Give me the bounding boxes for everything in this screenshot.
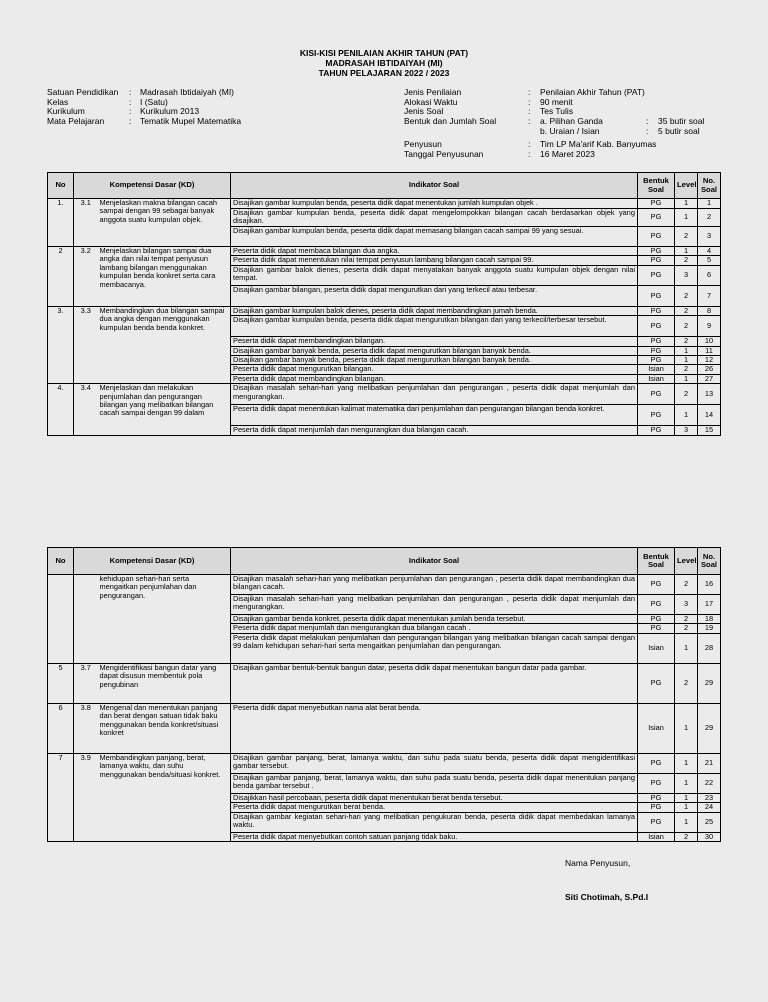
nomor-soal: 23: [698, 793, 721, 802]
kd-description: Membandingkan panjang, berat, lamanya waktu, dan suhu menggunakan benda/situasi konkret.: [98, 753, 231, 841]
kd-code: 3.8: [74, 703, 98, 753]
level: 2: [675, 832, 698, 841]
table-row: [48, 384, 721, 405]
indikator-soal: Disajikan gambar bilangan, peserta didik dapat mengurutkan dari yang terkecil atau terbesar.: [231, 285, 638, 306]
jenis-penilaian-label: Jenis Penilaian: [404, 87, 462, 97]
bentuk-soal: PG: [638, 615, 675, 624]
indikator-soal: Disajikan gambar banyak benda, peserta didik dapat mengurutkan bilangan banyak benda.: [231, 356, 638, 365]
level: 2: [675, 316, 698, 337]
bentuk-soal: PG: [638, 595, 675, 615]
kd-description: Mengenal dan menentukan panjang dan berat dengan satuan tidak baku menggunakan benda konkret/situasi konkret: [98, 703, 231, 753]
indikator-soal: Disajikan gambar kegiatan sehari-hari yang melibatkan pengukuran benda, peserta didik dapat membedakan lamanya waktu.: [231, 812, 638, 832]
nomor-soal: 29: [698, 703, 721, 753]
level: 3: [675, 265, 698, 285]
bentuk-soal: PG: [638, 247, 675, 256]
level: 2: [675, 306, 698, 315]
colon: :: [528, 87, 531, 97]
nomor-soal: 12: [698, 356, 721, 365]
colon: :: [528, 96, 531, 107]
nomor-soal: 19: [698, 624, 721, 633]
nomor-soal: 26: [698, 365, 721, 374]
tanggal-value: 16 Maret 2023: [540, 149, 595, 160]
alokasi-waktu-label: Alokasi Waktu: [404, 96, 458, 107]
kd-number: 3.: [48, 306, 74, 383]
alokasi-waktu-value: 90 menit: [540, 96, 573, 107]
doc-title-line1: KISI-KISI PENILAIAN AKHIR TAHUN (PAT): [299, 48, 469, 58]
header-nosoal: No. Soal: [698, 173, 721, 199]
level: 2: [675, 624, 698, 633]
info-label: Kelas: [47, 96, 69, 107]
nomor-soal: 25: [698, 812, 721, 832]
header-no: No: [48, 548, 74, 575]
bentuk-b: b. Uraian / Isian: [540, 125, 600, 136]
colon: :: [528, 149, 531, 160]
jenis-penilaian-value: Penilaian Akhir Tahun (PAT): [540, 87, 645, 97]
nomor-soal: 16: [698, 575, 721, 595]
level: 1: [675, 633, 698, 663]
bentuk-soal: PG: [638, 812, 675, 832]
nomor-soal: 18: [698, 615, 721, 624]
penyusun-label: Penyusun: [404, 139, 442, 150]
kd-description: Mengidentifikasi bangun datar yang dapat disusun membentuk pola pengubinan: [98, 663, 231, 703]
colon: :: [129, 96, 132, 107]
level: 2: [675, 575, 698, 595]
info-value: Tematik Mupel Matematika: [140, 116, 242, 127]
bentuk-soal: PG: [638, 384, 675, 405]
bentuk-soal: PG: [638, 209, 675, 227]
level: 1: [675, 247, 698, 256]
bentuk-soal: PG: [638, 426, 675, 435]
indikator-soal: Peserta didik dapat mengurutkan berat benda.: [231, 803, 638, 812]
bentuk-soal: PG: [638, 285, 675, 306]
level: 1: [675, 753, 698, 773]
indikator-soal: Peserta didik dapat menjumlah dan mengurangkan dua bilangan cacah .: [231, 624, 638, 633]
info-left: [47, 88, 347, 127]
info-left-row: [47, 88, 347, 98]
header-kd: Kompetensi Dasar (KD): [74, 548, 231, 575]
level: 1: [675, 199, 698, 209]
indikator-soal: Disajikan masalah sehari-hari yang melibatkan penjumlahan dan pengurangan , peserta didik dapat membandingkan dua bilangan cacah.: [231, 575, 638, 595]
header-level: Level: [675, 548, 698, 575]
bentuk-a-count: 35 butir soal: [658, 116, 705, 127]
indikator-soal: Disajikan gambar panjang, berat, lamanya waktu, dan suhu pada suatu benda, peserta didik dapat menentukan panjang benda gambar tersebut .: [231, 773, 638, 793]
indikator-soal: Disajikan gambar benda konkret, peserta didik dapat menentukan jumlah benda tersebut.: [231, 615, 638, 624]
header-kd: Kompetensi Dasar (KD): [74, 173, 231, 199]
bentuk-soal: PG: [638, 803, 675, 812]
nomor-soal: 21: [698, 753, 721, 773]
indikator-soal: Disajikan gambar kumpulan benda, peserta didik dapat mengelompokkan bilangan cacah berdasarkan objek yang disajikan.: [231, 209, 638, 227]
doc-title-line3: TAHUN PELAJARAN 2022 / 2023: [318, 68, 450, 78]
level: 1: [675, 346, 698, 355]
header-indikator: Indikator Soal: [231, 173, 638, 199]
info-label: Kurikulum: [47, 106, 85, 117]
bentuk-soal: PG: [638, 356, 675, 365]
level: 1: [675, 209, 698, 227]
table-header-row: [48, 173, 721, 199]
level: 1: [675, 356, 698, 365]
indikator-soal: Disajikan masalah sehari-hari yang melibatkan penjumlahan dan pengurangan , peserta didik dapat menjumlah dan mengurangkan.: [231, 384, 638, 405]
bentuk-soal: PG: [638, 624, 675, 633]
nomor-soal: 30: [698, 832, 721, 841]
bentuk-soal: PG: [638, 793, 675, 802]
bentuk-soal: PG: [638, 346, 675, 355]
bentuk-soal: PG: [638, 256, 675, 265]
kd-code: 3.1: [74, 199, 98, 247]
level: 2: [675, 615, 698, 624]
signature-label: Nama Penyusun,: [565, 858, 631, 868]
info-label: Satuan Pendidikan: [47, 87, 119, 97]
info-value: I (Satu): [140, 96, 168, 107]
nomor-soal: 7: [698, 285, 721, 306]
indikator-soal: Disajikan gambar panjang, berat, lamanya waktu, dan suhu pada suatu benda, peserta didik dapat mengidentifikasi gambar tersebut.: [231, 753, 638, 773]
level: 1: [675, 812, 698, 832]
kd-description: Membandingkan dua bilangan sampai dua angka dengan menggunakan kumpulan benda benda konkret.: [98, 306, 231, 383]
kd-code: 3.4: [74, 384, 98, 435]
level: 1: [675, 703, 698, 753]
bentuk-soal: PG: [638, 316, 675, 337]
kd-code: [74, 575, 98, 664]
header-indikator: Indikator Soal: [231, 548, 638, 575]
header-nosoal: No. Soal: [698, 548, 721, 575]
kd-number: 4.: [48, 384, 74, 435]
level: 3: [675, 426, 698, 435]
bentuk-soal: PG: [638, 663, 675, 703]
nomor-soal: 3: [698, 227, 721, 247]
level: 2: [675, 285, 698, 306]
kd-description: Menjelaskan bilangan sampai dua angka dan nilai tempat penyusun lambang bilangan menggunakan kumpulan benda konkret serta cara membacanya.: [98, 247, 231, 307]
kd-description: Menjelaskan dan melakukan penjumlahan dan pengurangan bilangan yang melibatkan bilangan cacah sampai dengan 99 dalam: [98, 384, 231, 435]
header-bentuk: Bentuk Soal: [638, 548, 675, 575]
nomor-soal: 14: [698, 405, 721, 426]
indikator-soal: Disajikan gambar banyak benda, peserta didik dapat mengurutkan bilangan banyak benda.: [231, 346, 638, 355]
colon: :: [129, 116, 132, 127]
indikator-soal: Peserta didik dapat mengurutkan bilangan.: [231, 365, 638, 374]
colon: :: [528, 139, 531, 150]
indikator-soal: Disajikan gambar kumpulan benda, peserta didik dapat mengurutkan bilangan dari yang terkecil/terbesar tersebut.: [231, 316, 638, 337]
doc-title-line2: MADRASAH IBTIDAIYAH (MI): [325, 58, 443, 68]
info-value: Madrasah Ibtidaiyah (MI): [140, 87, 235, 97]
info-value: Kurikulum 2013: [140, 106, 200, 117]
nomor-soal: 17: [698, 595, 721, 615]
level: 2: [675, 337, 698, 346]
table-row: [48, 663, 721, 703]
info-label: Mata Pelajaran: [47, 116, 105, 127]
bentuk-soal: Isian: [638, 703, 675, 753]
bentuk-soal: Isian: [638, 374, 675, 383]
table-row: [48, 575, 721, 595]
indikator-soal: Disajikan gambar bentuk-bentuk bangun datar, peserta didik dapat menentukan bangun datar pada gambar.: [231, 663, 638, 703]
header-level: Level: [675, 173, 698, 199]
colon: :: [129, 87, 132, 97]
level: 1: [675, 793, 698, 802]
table-row: [48, 199, 721, 209]
penyusun-value: Tim LP Ma'arif Kab. Banyumas: [540, 139, 657, 150]
level: 2: [675, 384, 698, 405]
bentuk-label: Bentuk dan Jumlah Soal: [404, 116, 497, 127]
nomor-soal: 15: [698, 426, 721, 435]
tanggal-label: Tanggal Penyusunan: [404, 149, 484, 160]
nomor-soal: 13: [698, 384, 721, 405]
nomor-soal: 4: [698, 247, 721, 256]
header-bentuk: Bentuk Soal: [638, 173, 675, 199]
jenis-soal-label: Jenis Soal: [404, 106, 444, 117]
colon: :: [646, 116, 649, 127]
bentuk-soal: PG: [638, 265, 675, 285]
level: 2: [675, 256, 698, 265]
indikator-soal: Peserta didik dapat membandingkan bilangan.: [231, 337, 638, 346]
nomor-soal: 8: [698, 306, 721, 315]
header-no: No: [48, 173, 74, 199]
bentuk-soal: PG: [638, 227, 675, 247]
kd-code: 3.7: [74, 663, 98, 703]
table-row: [48, 703, 721, 753]
nomor-soal: 24: [698, 803, 721, 812]
nomor-soal: 27: [698, 374, 721, 383]
nomor-soal: 22: [698, 773, 721, 793]
level: 2: [675, 227, 698, 247]
bentuk-soal: PG: [638, 753, 675, 773]
colon: :: [528, 106, 531, 117]
indikator-soal: Peserta didik dapat menentukan kalimat matematika dari penjumlahan dan pengurangan bilangan benda konkret.: [231, 405, 638, 426]
bentuk-b-count: 5 butir soal: [658, 125, 700, 136]
nomor-soal: 10: [698, 337, 721, 346]
kd-description: Menjelaskan makna bilangan cacah sampai dengan 99 sebagai banyak anggota suatu kumpulan objek.: [98, 199, 231, 247]
level: 1: [675, 803, 698, 812]
kisi-table-2: [47, 547, 721, 842]
indikator-soal: Disajikan masalah sehari-hari yang melibatkan penjumlahan dan pengurangan , peserta didik dapat menjumlah dan mengurangkan.: [231, 595, 638, 615]
nomor-soal: 6: [698, 265, 721, 285]
kd-number: [48, 575, 74, 664]
bentuk-soal: PG: [638, 405, 675, 426]
nomor-soal: 11: [698, 346, 721, 355]
level: 1: [675, 773, 698, 793]
indikator-soal: Peserta didik dapat menyebutkan nama alat berat benda.: [231, 703, 638, 753]
indikator-soal: Disajikkan hasil percobaan, peserta didik dapat menentukan berat benda tersebut.: [231, 793, 638, 802]
indikator-soal: Peserta didik dapat menjumlah dan mengurangkan dua bilangan cacah.: [231, 426, 638, 435]
jenis-soal-value: Tes Tulis: [540, 106, 574, 117]
bentuk-a: a. Pilihan Ganda: [540, 116, 603, 127]
colon: :: [646, 125, 649, 136]
nomor-soal: 1: [698, 199, 721, 209]
indikator-soal: Disajikan gambar balok dienes, peserta didik dapat menyatakan banyak anggota suatu kumpulan objek dengan nilai tempat.: [231, 265, 638, 285]
table-row: [48, 753, 721, 773]
colon: :: [129, 106, 132, 117]
colon: :: [528, 116, 531, 127]
nomor-soal: 29: [698, 663, 721, 703]
bentuk-soal: PG: [638, 306, 675, 315]
level: 1: [675, 374, 698, 383]
bentuk-soal: Isian: [638, 832, 675, 841]
kd-number: 1.: [48, 199, 74, 247]
indikator-soal: Peserta didik dapat menyebutkan contoh satuan panjang tidak baku.: [231, 832, 638, 841]
kd-number: 6: [48, 703, 74, 753]
indikator-soal: Disajikan gambar kumpulan benda, peserta didik dapat memasang bilangan cacah sampai 99 yang sesuai.: [231, 227, 638, 247]
level: 1: [675, 405, 698, 426]
kd-description: kehidupan sehari-hari serta mengaitkan penjumlahan dan pengurangan.: [98, 575, 231, 664]
indikator-soal: Peserta didik dapat membandingkan bilangan.: [231, 374, 638, 383]
bentuk-soal: PG: [638, 575, 675, 595]
kisi-table-1: [47, 172, 721, 436]
bentuk-soal: Isian: [638, 365, 675, 374]
nomor-soal: 28: [698, 633, 721, 663]
nomor-soal: 9: [698, 316, 721, 337]
kd-number: 2: [48, 247, 74, 307]
table-header-row: [48, 548, 721, 575]
kd-number: 7: [48, 753, 74, 841]
indikator-soal: Disajikan gambar kumpulan benda, peserta didik dapat menentukan jumlah kumpulan objek .: [231, 199, 638, 209]
bentuk-soal: Isian: [638, 633, 675, 663]
level: 2: [675, 663, 698, 703]
indikator-soal: Peserta didik dapat membaca bilangan dua angka.: [231, 247, 638, 256]
info-left-row: [47, 117, 347, 127]
info-right: [404, 88, 734, 160]
level: 2: [675, 365, 698, 374]
indikator-soal: Disajikan gambar kumpulan balok dienes, peserta didik dapat membandingkan jumah benda.: [231, 306, 638, 315]
bentuk-soal: PG: [638, 199, 675, 209]
indikator-soal: Peserta didik dapat menentukan nilai tempat penyusun lambang bilangan cacah sampai 99.: [231, 256, 638, 265]
kd-code: 3.9: [74, 753, 98, 841]
nomor-soal: 2: [698, 209, 721, 227]
kd-code: 3.3: [74, 306, 98, 383]
kd-number: 5: [48, 663, 74, 703]
indikator-soal: Peserta didik dapat melakukan penjumlahan dan pengurangan bilangan yang melibatkan bilangan cacah sampai dengan 99 dalam kehidupan sehari-hari serta mengaitkan penjumlahan dan pengurangan.: [231, 633, 638, 663]
bentuk-soal: PG: [638, 337, 675, 346]
nomor-soal: 5: [698, 256, 721, 265]
kd-code: 3.2: [74, 247, 98, 307]
level: 3: [675, 595, 698, 615]
bentuk-soal: PG: [638, 773, 675, 793]
signature-name: Siti Chotimah, S.Pd.I: [565, 892, 649, 902]
